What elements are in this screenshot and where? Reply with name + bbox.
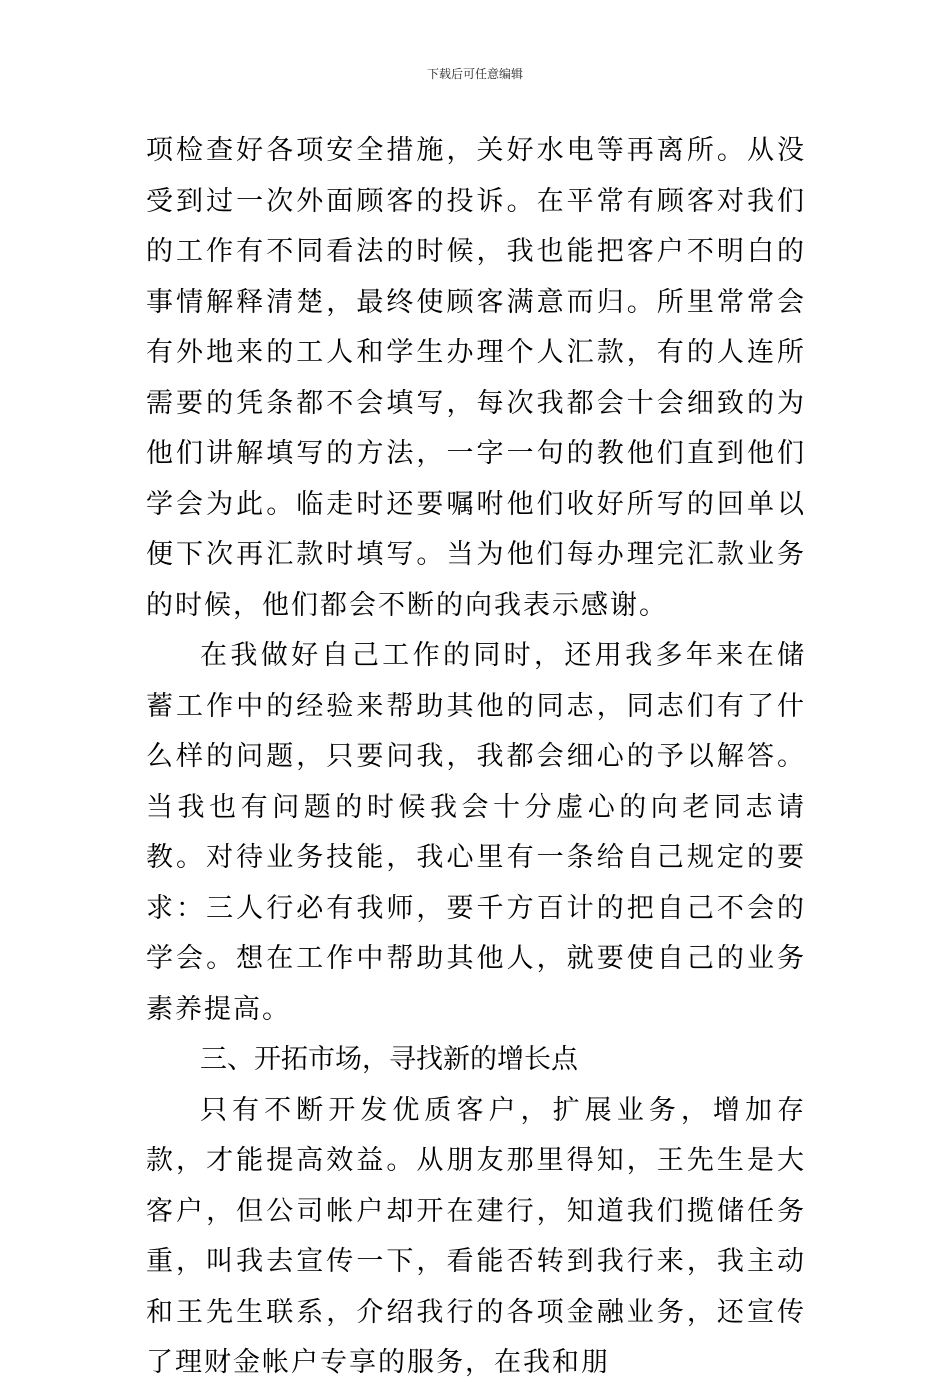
- document-body: [146, 126, 806, 1389]
- paragraph-continuation: 项检查好各项安全措施，关好水电等再离所。从没受到过一次外面顾客的投诉。在平常有顾客对我们的工作有不同看法的时候，我也能把客户不明白的事情解释清楚，最终使顾客满意而归。所里常常会有外地来的工人和学生办理个人汇款，有的人连所需要的凭条都不会填写，每次我都会十会细致的为他们讲解填写的方法，一字一句的教他们直到他们学会为此。临走时还要嘱咐他们收好所写的回单以便下次再汇款时填写。当为他们每办理完汇款业务的时候，他们都会不断的向我表示感谢。: [146, 135, 806, 621]
- section-heading: 三、开拓市场，寻找新的增长点: [200, 1044, 578, 1075]
- header-note: 下载后可任意编辑: [426, 67, 523, 81]
- paragraph-market-expansion: 只有不断开发优质客户，扩展业务，增加存款，才能提高效益。从朋友那里得知，王先生是大客户，但公司帐户却开在建行，知道我们揽储任务重，叫我去宣传一下，看能否转到我行来，我主动和王先生联系，介绍我行的各项金融业务，还宣传了理财金帐户专享的服务，在我和朋: [146, 1094, 806, 1378]
- paragraph-helping-colleagues: 在我做好自己工作的同时，还用我多年来在储蓄工作中的经验来帮助其他的同志，同志们有了什么样的问题，只要问我，我都会细心的予以解答。当我也有问题的时候我会十分虚心的向老同志请教。对待业务技能，我心里有一条给自己规定的要求：三人行必有我师，要千方百计的把自己不会的学会。想在工作中帮助其他人，就要使自己的业务素养提高。: [146, 640, 806, 1025]
